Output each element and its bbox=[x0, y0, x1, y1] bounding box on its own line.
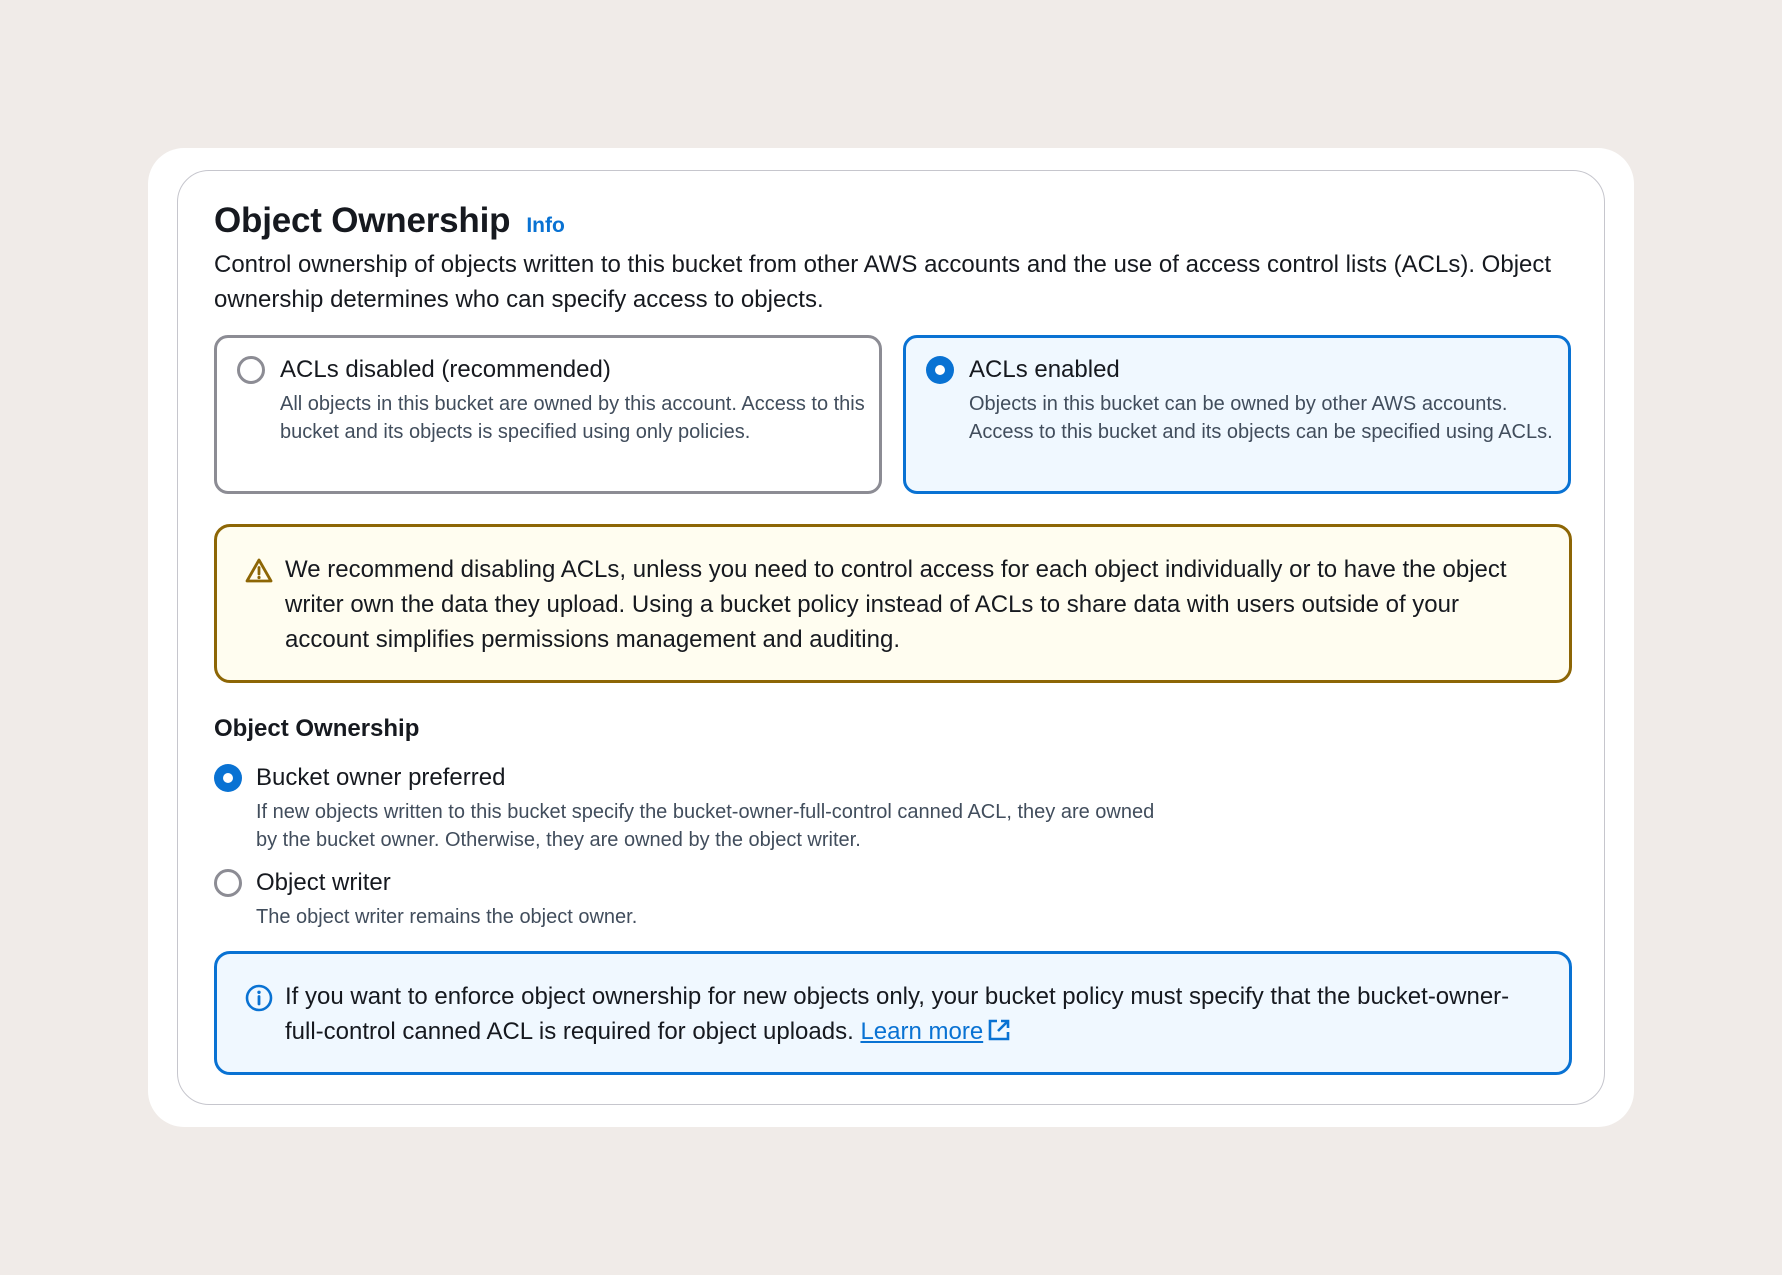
outer-card bbox=[148, 148, 1634, 1127]
panel-header bbox=[214, 201, 565, 241]
panel-title: Object Ownership bbox=[214, 201, 511, 240]
option-description: The object writer remains the object owner. bbox=[256, 906, 638, 928]
tile-acls-disabled[interactable] bbox=[214, 335, 882, 494]
option-label: Object writer bbox=[256, 869, 391, 896]
radio-acls-disabled[interactable] bbox=[237, 356, 265, 384]
info-text bbox=[285, 979, 1545, 1052]
option-description: If new objects written to this bucket specify the bucket-owner-full-control canned ACL, they are owned by the bucket owner. Otherwise, they are owned by the object writer. bbox=[256, 801, 1155, 851]
learn-more-link[interactable] bbox=[860, 1018, 1011, 1045]
info-alert bbox=[214, 951, 1572, 1075]
info-message: If you want to enforce object ownership for new objects only, your bucket policy must specify that the bucket-owner-full-control canned ACL is required for object uploads. bbox=[285, 983, 1510, 1045]
panel-description: Control ownership of objects written to this bucket from other AWS accounts and the use of access control lists (ACLs). Object ownership determines who can specify access to objects. bbox=[214, 251, 1552, 313]
radio-acls-enabled[interactable] bbox=[926, 356, 954, 384]
object-ownership-panel bbox=[177, 170, 1605, 1105]
warning-text: We recommend disabling ACLs, unless you need to control access for each object individually or to have the object writer own the data they upload. Using a bucket policy instead of ACLs to share data with users outside of your account simplifies permissions management and auditing. bbox=[285, 556, 1507, 653]
tile-label: ACLs enabled bbox=[969, 356, 1120, 383]
option-label: Bucket owner preferred bbox=[256, 764, 506, 791]
warning-icon bbox=[245, 557, 273, 585]
tile-label: ACLs disabled (recommended) bbox=[280, 356, 611, 383]
info-icon bbox=[245, 984, 273, 1012]
tile-description: Objects in this bucket can be owned by other AWS accounts. Access to this bucket and its objects can be specified using ACLs. bbox=[969, 393, 1553, 443]
learn-more-label: Learn more bbox=[860, 1018, 984, 1045]
warning-alert bbox=[214, 524, 1572, 683]
radio-object-writer[interactable] bbox=[214, 869, 242, 897]
tile-description: All objects in this bucket are owned by this account. Access to this bucket and its objects is specified using only policies. bbox=[280, 393, 865, 443]
ownership-title: Object Ownership bbox=[214, 715, 420, 742]
tile-acls-enabled[interactable] bbox=[903, 335, 1571, 494]
radio-bucket-owner-preferred[interactable] bbox=[214, 764, 242, 792]
external-link-icon bbox=[987, 1017, 1011, 1052]
info-link[interactable]: Info bbox=[526, 214, 565, 237]
